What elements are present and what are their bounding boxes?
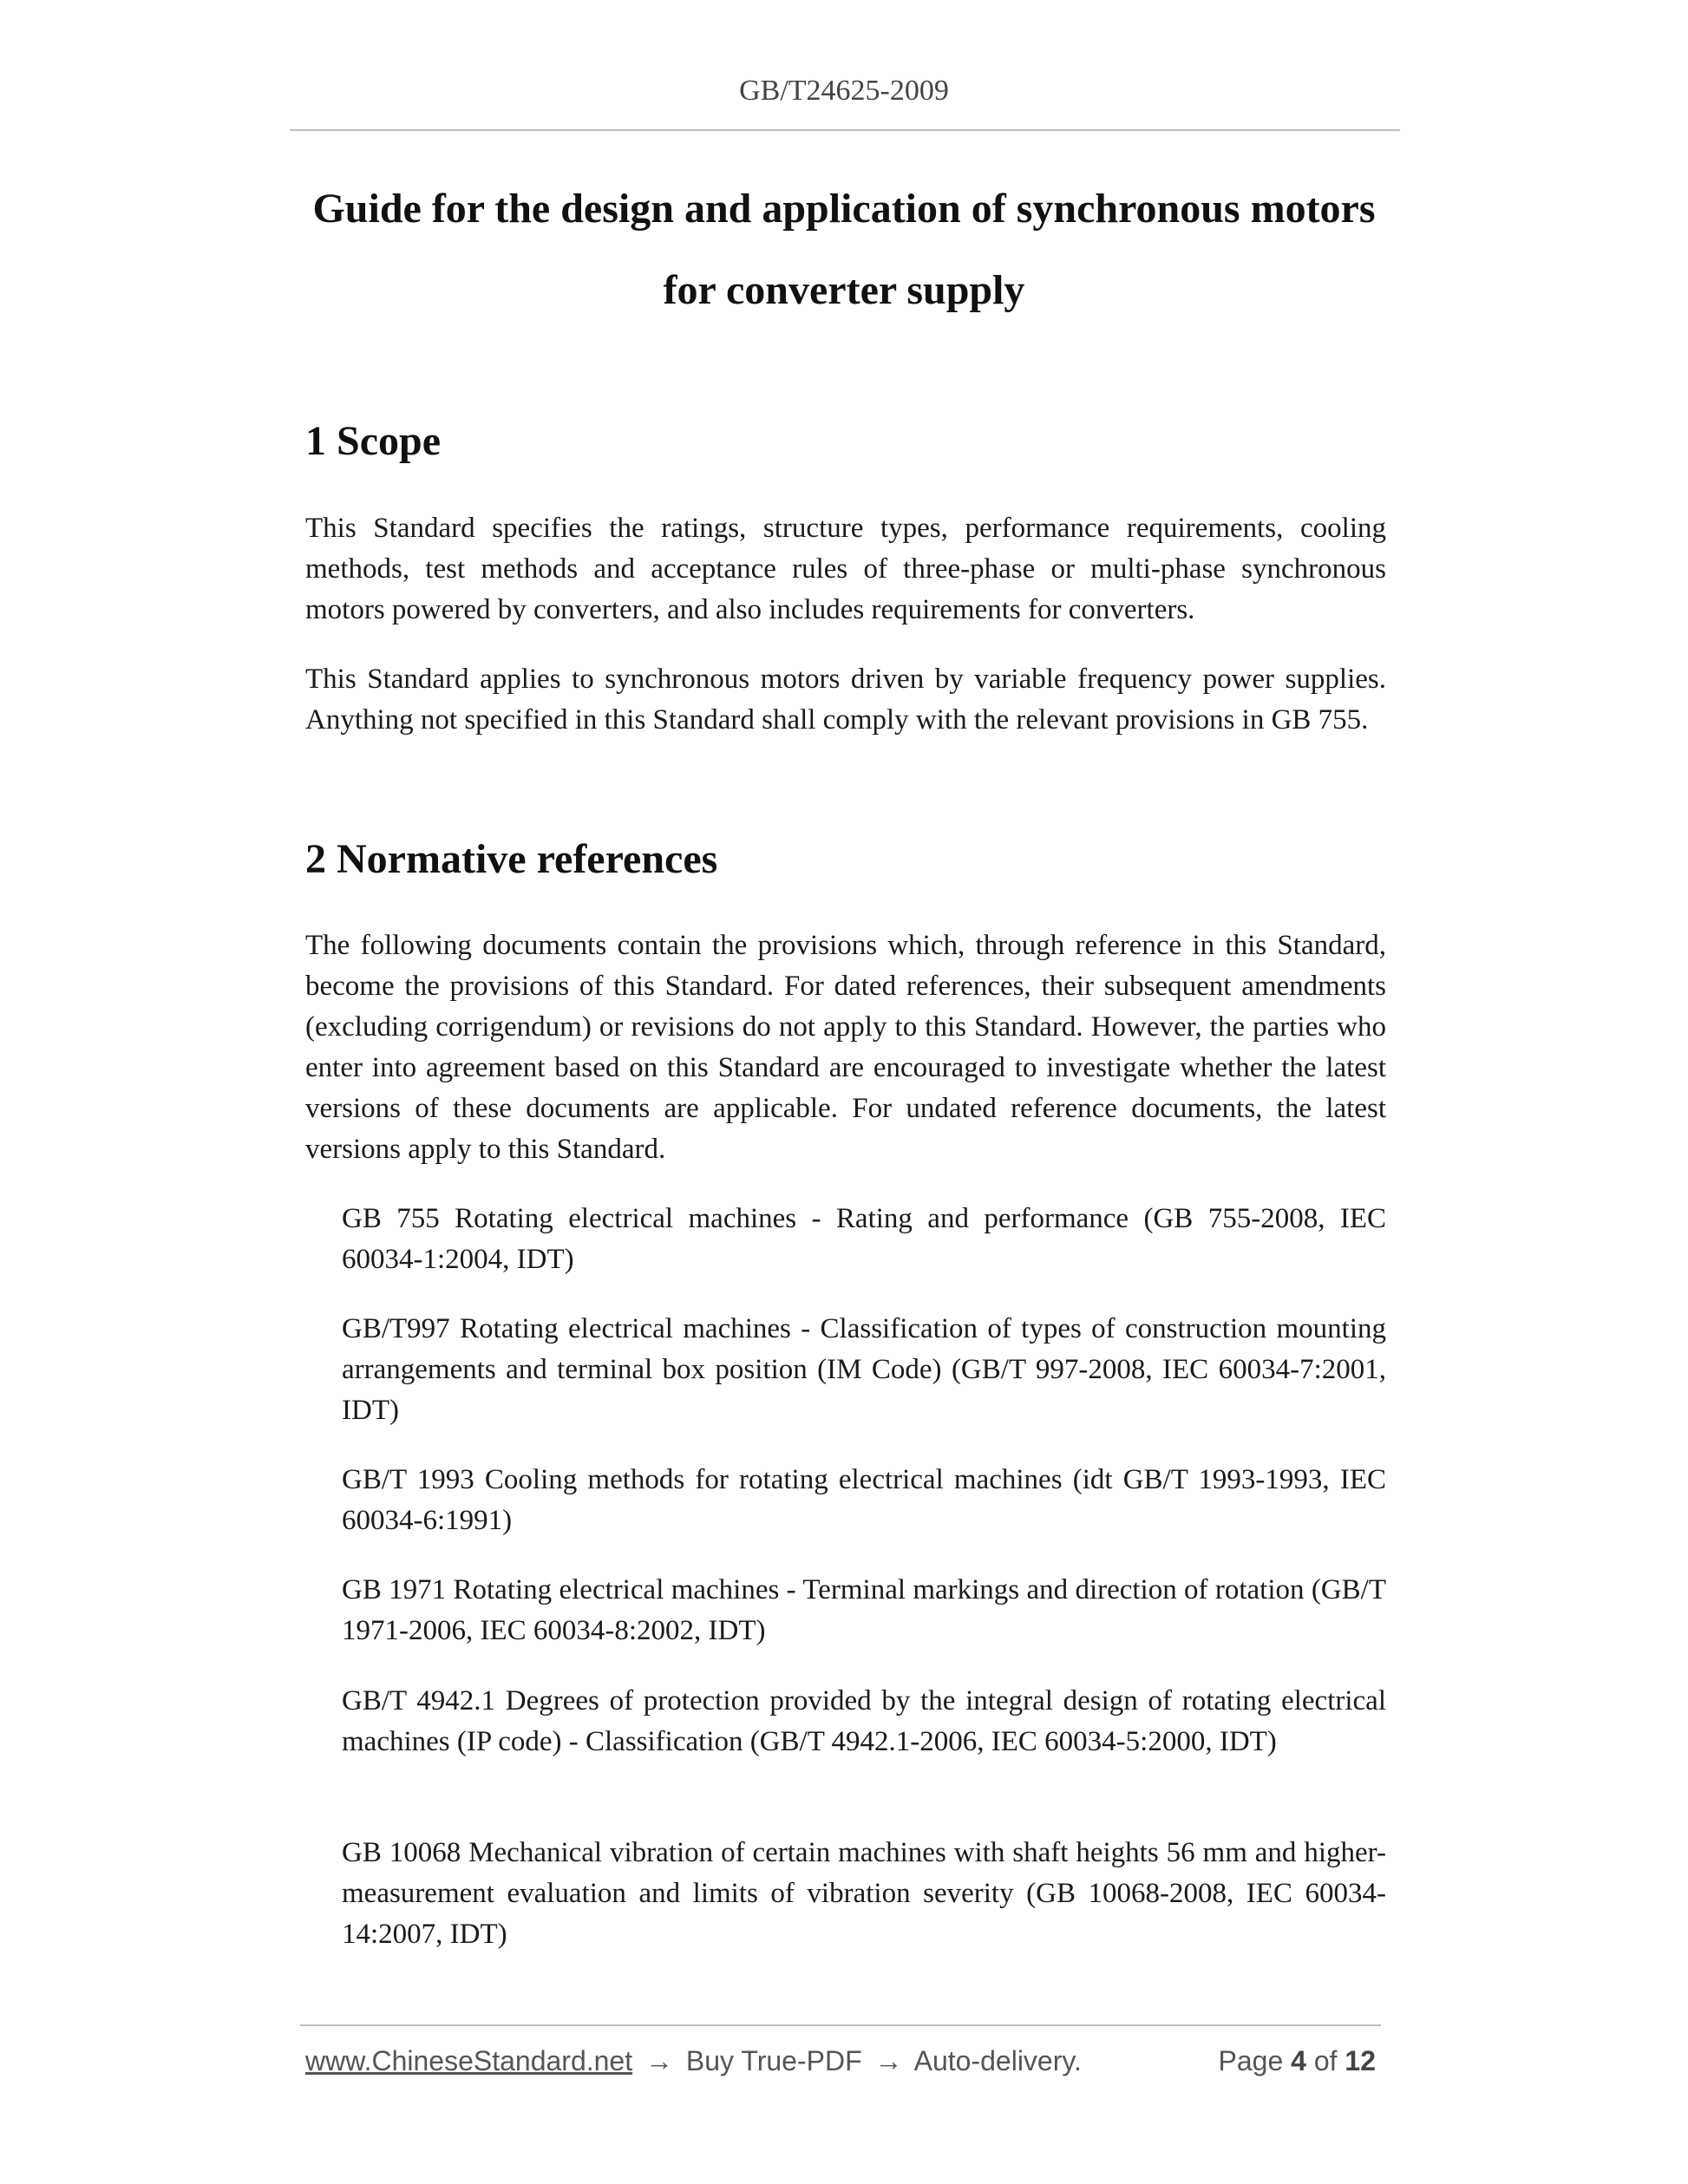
scope-paragraph-1: This Standard specifies the ratings, structure types, performance requirements, cooling methods, test methods and acceptance rules of three-phase or multi-phase synchronous motors powered by converters, and also includes requirements for converters. — [305, 513, 1386, 625]
buy-true-pdf-text: Buy True-PDF — [685, 2045, 862, 2076]
reference-item: GB 1971 Rotating electrical machines - Terminal markings and direction of rotation (GB/T 1971-2006, IEC 60034-8:2002, IDT) — [342, 1574, 1386, 1646]
page-number — [1219, 2045, 1376, 2077]
footer-divider — [300, 2024, 1381, 2026]
auto-delivery-text: Auto-delivery. — [913, 2045, 1082, 2076]
document-title-line-2: for converter supply — [663, 267, 1025, 313]
section-heading-normative-references: 2 Normative references — [305, 836, 718, 882]
header-divider — [290, 129, 1400, 131]
footer-promo — [305, 2045, 1082, 2077]
reference-item: GB/T 4942.1 Degrees of protection provided by the integral design of rotating electrical machines (IP code) - Classification (GB/T 4942.1-2006, IEC 60034-5:2000, IDT) — [342, 1685, 1386, 1757]
document-code-header: GB/T24625-2009 — [739, 75, 949, 107]
reference-item: GB 755 Rotating electrical machines - Rating and performance (GB 755-2008, IEC 60034-1:2004, IDT) — [342, 1203, 1386, 1275]
current-page-number: 4 — [1291, 2045, 1306, 2076]
scope-paragraph-2: This Standard applies to synchronous motors driven by variable frequency power supplies. Anything not specified in this Standard shall comply with the relevant provisions in GB 755. — [305, 664, 1386, 736]
reference-item: GB/T 1993 Cooling methods for rotating electrical machines (idt GB/T 1993-1993, IEC 60034-6:1991) — [342, 1464, 1386, 1536]
reference-item: GB 10068 Mechanical vibration of certain machines with shaft heights 56 mm and higher-measurement evaluation and limits of vibration severity (GB 10068-2008, IEC 60034-14:2007, IDT) — [342, 1837, 1386, 1950]
arrow-right-icon: → — [645, 2045, 673, 2076]
of-word: of — [1313, 2045, 1338, 2076]
page-footer — [305, 2045, 1381, 2083]
arrow-right-icon: → — [874, 2045, 903, 2076]
page-word: Page — [1218, 2045, 1284, 2076]
document-title-line-1: Guide for the design and application of synchronous motors — [312, 186, 1376, 232]
reference-item: GB/T997 Rotating electrical machines - Classification of types of construction mounting arrangements and terminal box position (IM Code) (GB/T 997-2008, IEC 60034-7:2001, IDT) — [342, 1313, 1386, 1426]
section-heading-scope: 1 Scope — [305, 418, 441, 464]
website-link[interactable]: www.ChineseStandard.net — [305, 2045, 633, 2076]
total-page-count: 12 — [1345, 2045, 1376, 2076]
normative-references-intro: The following documents contain the provisions which, through reference in this Standard, become the provisions of this Standard. For dated references, their subsequent amendments (excluding corrigendum) or revisions do not apply to this Standard. However, the parties who enter into agreement based on this Standard are encouraged to investigate whether the latest versions of these documents are applicable. For undated reference documents, the latest versions apply to this Standard. — [305, 930, 1386, 1165]
